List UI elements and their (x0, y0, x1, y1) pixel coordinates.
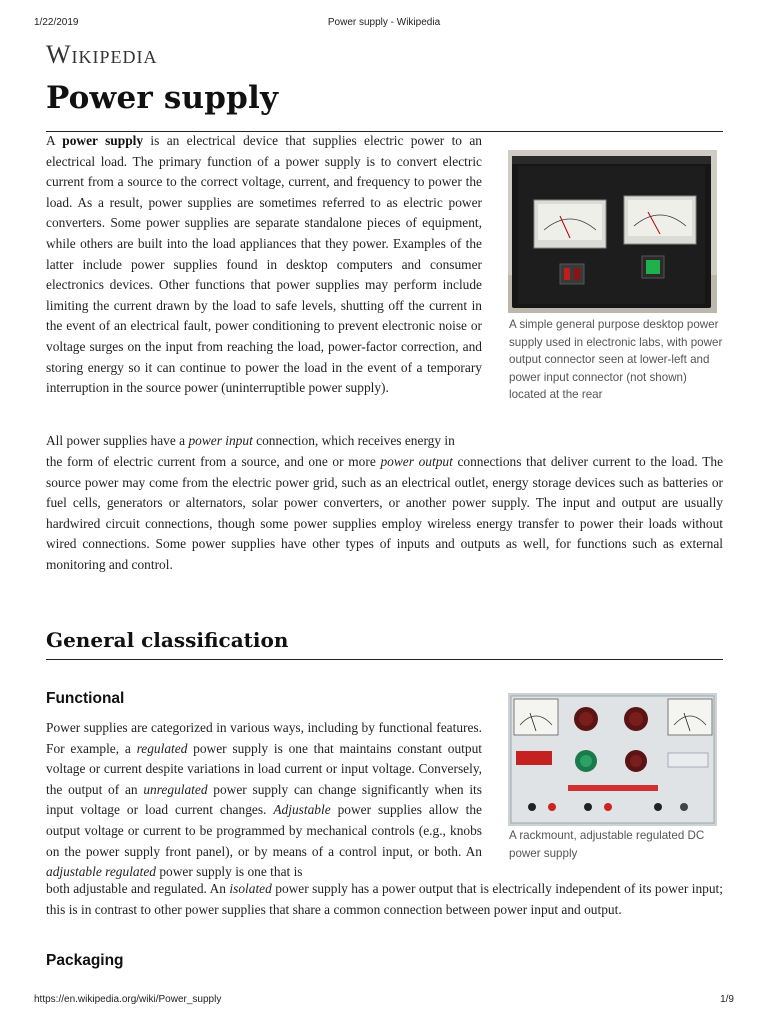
print-page-title: Power supply - Wikipedia (327, 17, 441, 28)
section-heading-general-classification: General classification (46, 628, 289, 652)
intro-paragraph: A power supply is an electrical device that supplies electric power to an electrical load. The primary function of a power supply is to convert electric current from a source to the correct voltage, current, and frequency to power the load. As a result, power supplies are sometimes referred to as electric power converters. Some power supplies are separate standalone pieces of equipment, while others are built into the load appliances that they power. Examples of the latter include power supplies found in desktop computers and consumer electronics devices. Other functions that power supplies may perform include limiting the current drawn by the load to safe levels, shutting off the current in the event of an electrical fault, power conditioning to prevent electronic noise or voltage surges on the input from reaching the load, power-factor correction, and storing energy so it can continue to power the load in the event of a temporary interruption in the source power (uninterruptible power supply). (46, 133, 482, 396)
inputs-paragraph-line1: All power supplies have a power input connection, which receives energy in (46, 433, 455, 448)
functional-paragraph-continued: both adjustable and regulated. An isolated power supply has a power output that is electrically independent of its power input; this is in contrast to other power supplies that share a common connection between power input and output. (46, 881, 723, 917)
functional-paragraph: Power supplies are categorized in various ways, including by functional features. For example, a regulated power supply is one that maintains constant output voltage or current despite variations in load current or input voltage. Conversely, the output of an unregulated power supply can change significantly when its input voltage or load current changes. Adjustable power supplies allow the output voltage or current to be programmed by mechanical controls (e.g., knobs on the power supply front panel), or by means of a control input, or both. An adjustable regulated power supply is one that is (46, 720, 482, 880)
article-title: Power supply (46, 80, 279, 116)
bold-term: power supply (62, 133, 144, 148)
figure-2-caption: A rackmount, adjustable regulated DC power supply (509, 829, 705, 860)
inputs-paragraph: the form of electric current from a source, and one or more power output connections that deliver current to the load. The source power may come from the electric power grid, such as an electrical outlet, energy storage devices such as batteries or fuel cells, generators or alternators, solar power converters, or another power supply. The input and output are usually hardwired circuit connections, though some power supplies employ wireless energy transfer to power their loads without wired connections. Some power supplies have other types of inputs and outputs as well, for functions such as external monitoring and control. (46, 454, 724, 572)
print-url: https://en.wikipedia.org/wiki/Power_supply (34, 994, 222, 1005)
wikipedia-wordmark[interactable]: Wikipedia (46, 40, 158, 69)
desktop-power-supply-image[interactable] (508, 150, 717, 313)
subsection-heading-functional: Functional (46, 690, 125, 707)
print-date: 1/22/2019 (34, 17, 79, 28)
subsection-heading-packaging: Packaging (46, 952, 124, 969)
page-number: 1/9 (720, 994, 734, 1005)
rackmount-power-supply-image[interactable] (508, 693, 717, 826)
figure-1-caption: A simple general purpose desktop power supply used in electronic labs, with power output connector seen at lower-left and power input connector (not shown) located at the rear (509, 318, 723, 401)
section-divider (46, 659, 723, 660)
